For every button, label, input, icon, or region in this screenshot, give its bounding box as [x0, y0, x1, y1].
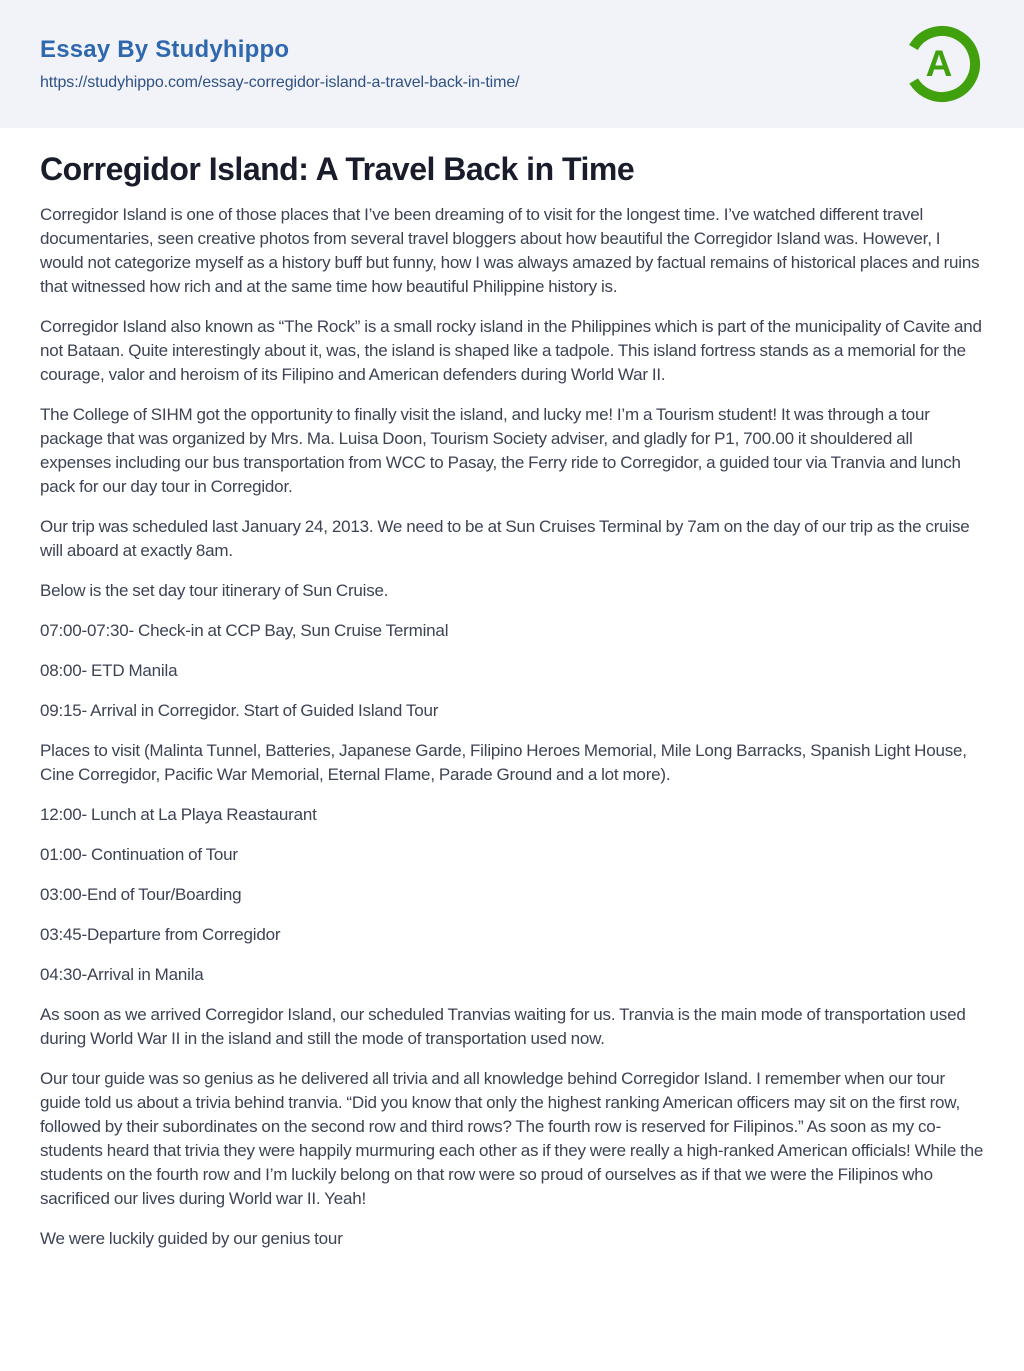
essay-paragraph: As soon as we arrived Corregidor Island, our scheduled Tranvias waiting for us. Tranvia is the main mode of transportation used during World War II in the island and still the mode of transportation used now. — [40, 1005, 966, 1049]
page-url-link[interactable]: https://studyhippo.com/essay-corregidor-island-a-travel-back-in-time/ — [40, 74, 520, 91]
page-title: Corregidor Island: A Travel Back in Time — [40, 151, 635, 187]
itinerary-line: 08:00- ETD Manila — [40, 661, 178, 681]
essay-article — [0, 128, 1024, 1251]
essay-paragraph: We were luckily guided by our genius tour — [40, 1229, 343, 1249]
essay-paragraph: Our trip was scheduled last January 24, 2013. We need to be at Sun Cruises Terminal by 7am on the day of our trip as the cruise will aboard at exactly 8am. — [40, 517, 970, 561]
essay-paragraph: The College of SIHM got the opportunity to finally visit the island, and lucky me! I’m a Tourism student! It was through a tour package that was organized by Mrs. Ma. Luisa Doon, Tourism Society adviser, and gladly for P1, 700.00 it shouldered all expenses including our bus transportation from WCC to Pasay, the Ferry ride to Corregidor, a guided tour via Tranvia and lunch pack for our day tour in Corregidor. — [40, 405, 961, 497]
itinerary-line: 12:00- Lunch at La Playa Reastaurant — [40, 805, 317, 825]
itinerary-line: 07:00-07:30- Check-in at CCP Bay, Sun Cruise Terminal — [40, 621, 449, 641]
itinerary-line: 03:45-Departure from Corregidor — [40, 925, 281, 945]
itinerary-line: 04:30-Arrival in Manila — [40, 965, 204, 985]
essay-paragraph: Places to visit (Malinta Tunnel, Batteries, Japanese Garde, Filipino Heroes Memorial, Mile Long Barracks, Spanish Light House, Cine Corregidor, Pacific War Memorial, Eternal Flame, Parade Ground and a lot more). — [40, 741, 967, 785]
studyhippo-logo-icon — [900, 18, 984, 110]
essay-paragraph: Corregidor Island also known as “The Rock” is a small rocky island in the Philippines which is part of the municipality of Cavite and not Bataan. Quite interestingly about it, was, the island is shaped like a tadpole. This island fortress stands as a memorial for the courage, valor and heroism of its Filipino and American defenders during World War II. — [40, 317, 982, 385]
essay-paragraph: Below is the set day tour itinerary of Sun Cruise. — [40, 581, 389, 601]
itinerary-line: 03:00-End of Tour/Boarding — [40, 885, 242, 905]
itinerary-line: 09:15- Arrival in Corregidor. Start of Guided Island Tour — [40, 701, 439, 721]
site-header — [0, 0, 1024, 128]
itinerary-line: 01:00- Continuation of Tour — [40, 845, 238, 865]
logo-arc-icon — [900, 18, 984, 110]
essay-paragraph: Our tour guide was so genius as he delivered all trivia and all knowledge behind Corregidor Island. I remember when our tour guide told us about a trivia behind tranvia. “Did you know that only the highest ranking American officers may sit on the first row, followed by their subordinates on the second row and third rows? The fourth row is reserved for Filipinos.” As soon as my co-students heard that trivia they were happily murmuring each other as if they were really a high-ranked American officials! While the students on the fourth row and I’m luckily belong on that row were so proud of ourselves as if that we were the Filipinos who sacrificed our lives during World war II. Yeah! — [40, 1069, 984, 1209]
site-label: Essay By Studyhippo — [40, 36, 290, 63]
essay-paragraph: Corregidor Island is one of those places that I’ve been dreaming of to visit for the longest time. I’ve watched different travel documentaries, seen creative photos from several travel bloggers about how beautiful the Corregidor Island was. However, I would not categorize myself as a history buff but funny, how I was always amazed by factual remains of historical places and ruins that witnessed how rich and at the same time how beautiful Philippine history is. — [40, 205, 980, 297]
logo-letter: A — [925, 43, 953, 84]
site-header-text — [40, 36, 520, 92]
